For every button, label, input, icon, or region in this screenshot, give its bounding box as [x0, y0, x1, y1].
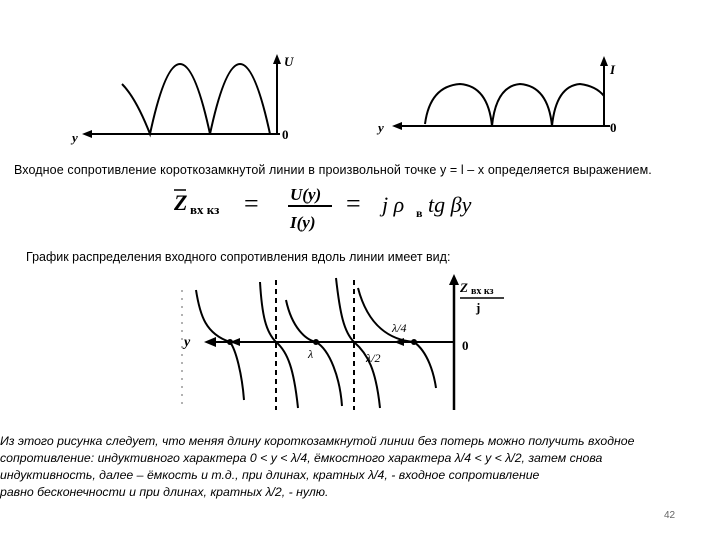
- formula-z-sub: вх кз: [190, 202, 220, 217]
- label-lambda: λ: [308, 347, 314, 361]
- z-axis-sub: вх кз: [471, 286, 494, 297]
- voltage-graph: [60, 50, 310, 150]
- i-y-label: y: [378, 120, 384, 135]
- page-number: 42: [664, 510, 676, 521]
- formula-rhs-suffix: tg βy: [428, 192, 472, 217]
- conclusion-line: Из этого рисунка следует, что меняя длину короткозамкнутой линии без потерь можно получить входное: [0, 434, 635, 448]
- impedance-graph: [170, 270, 540, 420]
- u-origin-label: 0: [282, 127, 289, 142]
- z-origin-label: 0: [462, 338, 469, 353]
- conclusion-line: индуктивность, далее – ёмкость и т.д., при длинах, кратных λ/4, - входное сопротивление: [0, 468, 540, 482]
- i-axis-arrow: [600, 56, 608, 66]
- formula-rhs-prefix: j ρ: [382, 192, 405, 217]
- label-lambda-quarter: λ/4: [392, 321, 407, 335]
- y-axis-arrow: [82, 130, 92, 138]
- label-lambda-half: λ/2: [366, 351, 381, 365]
- i-axis-label: I: [610, 62, 616, 77]
- u-y-label: y: [72, 130, 78, 145]
- i-origin-label: 0: [610, 120, 617, 135]
- formula-eq-1: =: [244, 189, 259, 218]
- u-axis-label: U: [284, 54, 294, 69]
- conclusion-text: [0, 433, 720, 501]
- current-graph: [370, 50, 630, 150]
- conclusion-line: равно бесконечности и при длинах, кратных λ/2, - нулю.: [0, 485, 329, 499]
- formula-eq-2: =: [346, 189, 361, 218]
- z-y-label: y: [184, 335, 191, 350]
- formula-rhs-sub: в: [416, 206, 423, 220]
- formula-num: U(y): [290, 185, 322, 204]
- z-y-arrow: [204, 337, 216, 347]
- z-axis-label: Z: [460, 280, 468, 295]
- formula-den: I(y): [290, 213, 316, 232]
- formula-z: Z: [174, 190, 188, 215]
- z-axis-den: j: [476, 300, 481, 315]
- u-axis-arrow: [273, 54, 281, 64]
- graph-intro-text: График распределения входного сопротивления вдоль линии имеет вид:: [26, 250, 451, 264]
- y-axis-arrow: [392, 122, 402, 130]
- intro-text: Входное сопротивление короткозамкнутой линии в произвольной точке y = l – x определяется выражением.: [14, 163, 652, 177]
- impedance-formula: [170, 180, 530, 238]
- z-axis-arrow: [449, 274, 459, 285]
- conclusion-line: сопротивление: индуктивного характера 0 < y < λ/4, ёмкостного характера λ/4 < y < λ/2, затем снова: [0, 451, 603, 465]
